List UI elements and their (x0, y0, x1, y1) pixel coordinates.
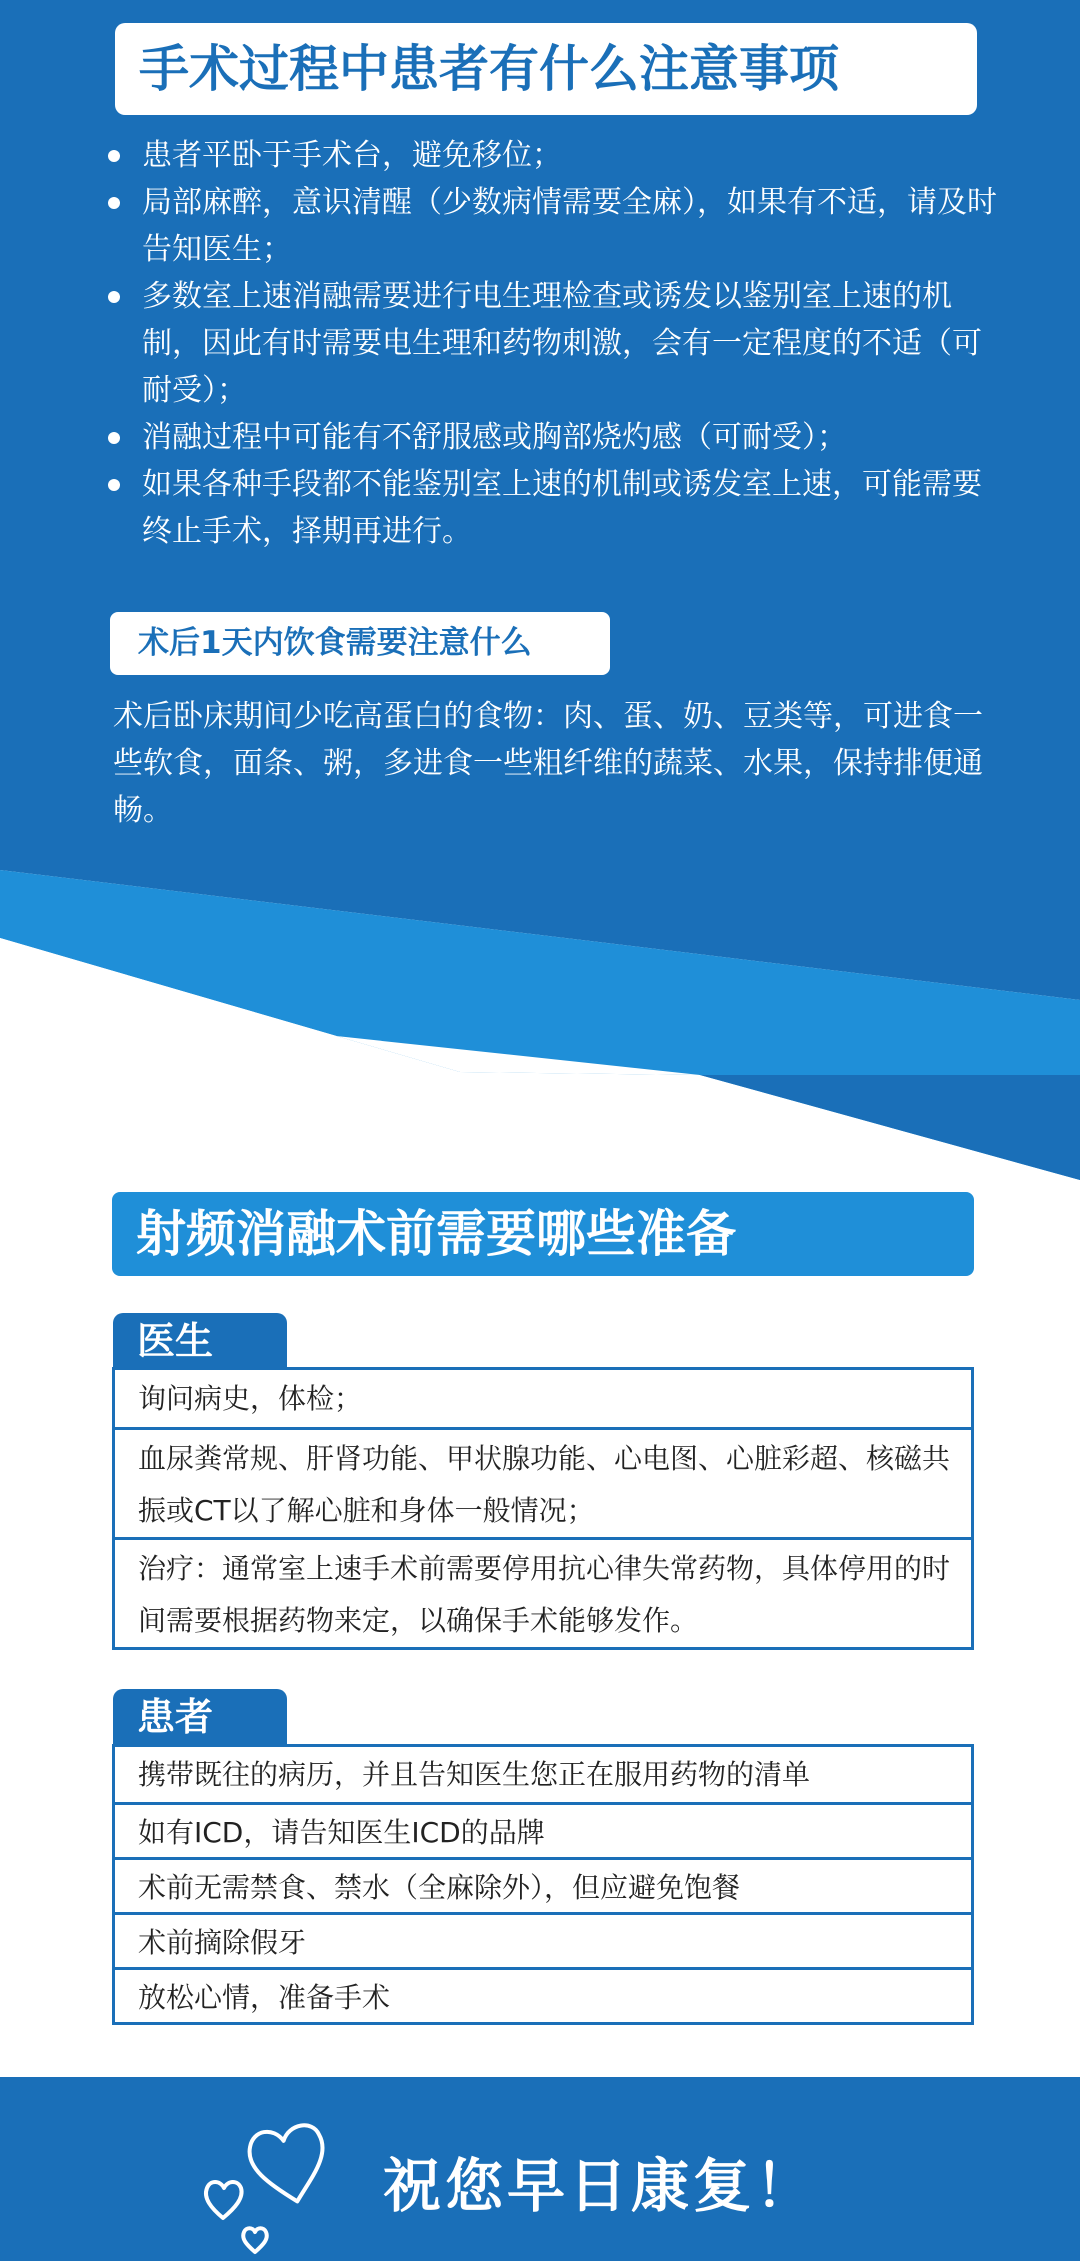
bullet-item: 如果各种手段都不能鉴别室上速的机制或诱发室上速，可能需要终止手术，择期再进行。 (108, 461, 1008, 555)
section3-title-box (112, 1192, 974, 1276)
patient-table (112, 1744, 974, 2025)
section1-title: 手术过程中患者有什么注意事项 (139, 40, 839, 98)
section1-title-box (115, 23, 977, 115)
table-row: 携带既往的病历，并且告知医生您正在服用药物的清单 (138, 1758, 811, 1791)
doctor-tab-label: 医生 (137, 1319, 214, 1363)
table-row: 放松心情，准备手术 (115, 1967, 971, 2022)
section3-title: 射频消融术前需要哪些准备 (136, 1205, 736, 1263)
diet-text: 术后卧床期间少吃高蛋白的食物：肉、蛋、奶、豆类等，可进食一些软食，面条、粥，多进食一些粗纤维的蔬菜、水果，保持排便通畅。 (113, 699, 983, 828)
hearts-icon (195, 2100, 365, 2260)
doctor-table (112, 1367, 974, 1650)
section2-title-box (110, 612, 610, 675)
bullet-item: 局部麻醉，意识清醒（少数病情需要全麻），如果有不适，请及时告知医生； (108, 179, 1008, 273)
table-row: 术前摘除假牙 (115, 1912, 971, 1967)
table-row: 如有ICD，请告知医生ICD的品牌 (115, 1802, 971, 1857)
table-row: 询问病史，体检； (138, 1382, 363, 1415)
doctor-tab (113, 1313, 287, 1369)
patient-tab-label: 患者 (137, 1695, 214, 1739)
footer-greeting: 祝您早日康复！ (383, 2152, 818, 2220)
bullet-item: 多数室上速消融需要进行电生理检查或诱发以鉴别室上速的机制，因此有时需要电生理和药物刺激，会有一定程度的不适（可耐受）； (108, 273, 1008, 414)
section2-title: 术后1天内饮食需要注意什么 (138, 625, 532, 661)
bullet-item: 患者平卧于手术台，避免移位； (108, 132, 1008, 179)
table-row: 治疗：通常室上速手术前需要停用抗心律失常药物，具体停用的时间需要根据药物来定，以确保手术能够发作。 (115, 1537, 971, 1647)
patient-tab (113, 1689, 287, 1745)
bullet-item: 消融过程中可能有不舒服感或胸部烧灼感（可耐受）； (108, 414, 1008, 461)
table-row: 术前无需禁食、禁水（全麻除外），但应避免饱餐 (115, 1857, 971, 1912)
table-row: 血尿粪常规、肝肾功能、甲状腺功能、心电图、心脏彩超、核磁共振或CT以了解心脏和身体一般情况； (115, 1427, 971, 1537)
section1-bullet-list (108, 132, 1008, 555)
